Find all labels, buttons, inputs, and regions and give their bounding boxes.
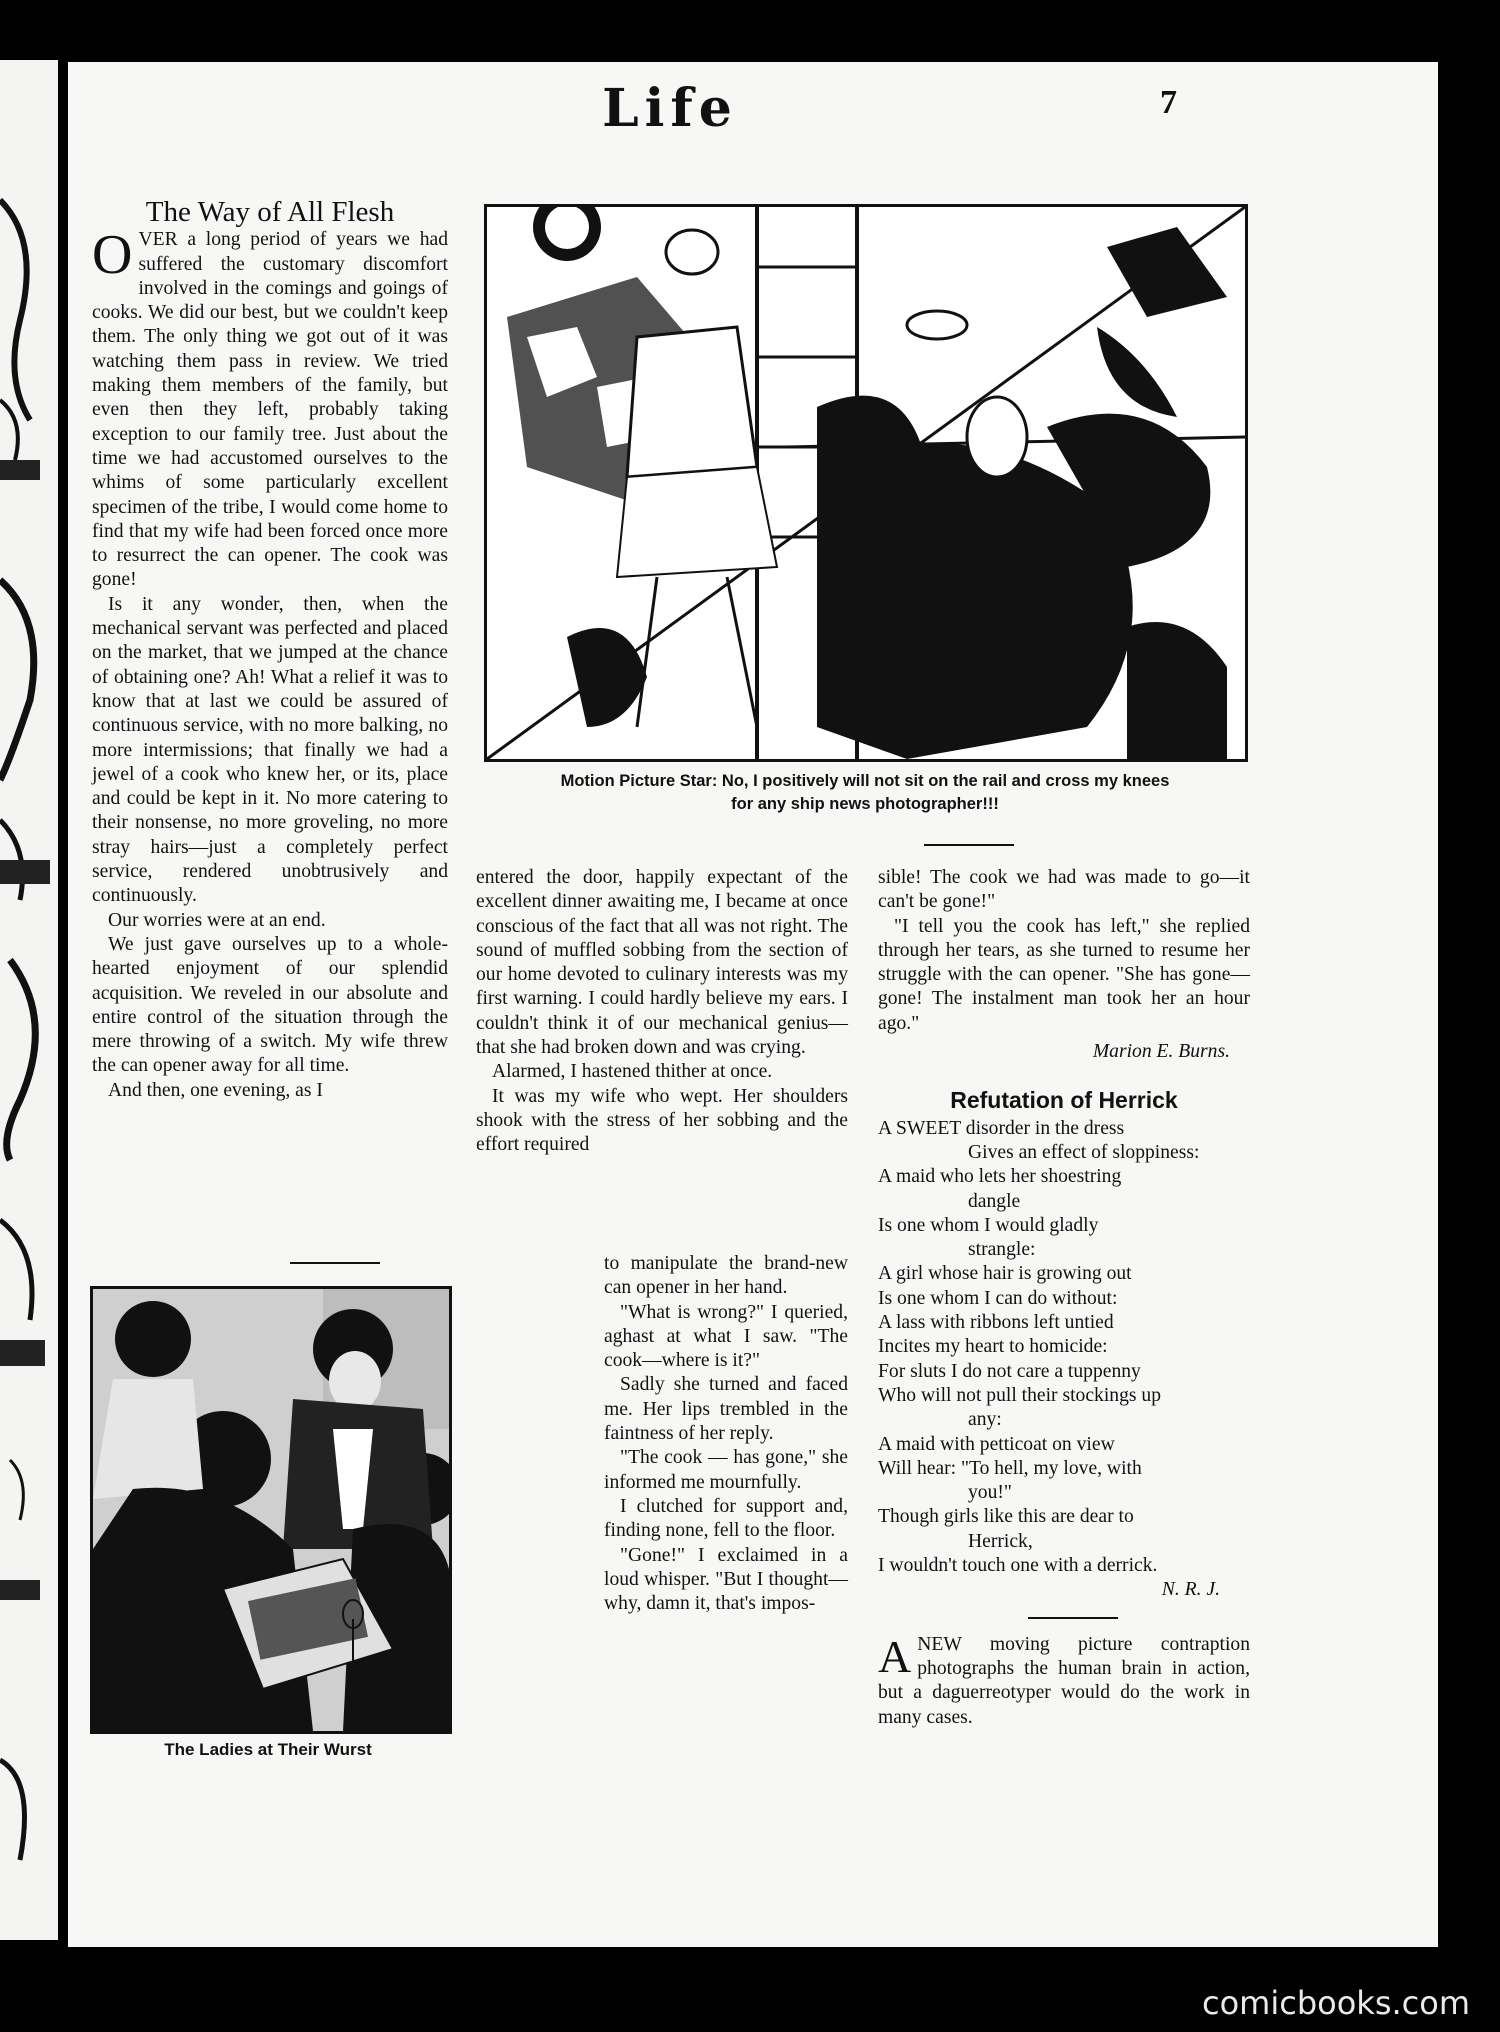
poem-line: dangle [968,1190,1021,1212]
poem-line: you!" [968,1482,1012,1504]
article-column-1 [92,196,448,1103]
article-paragraph: OVER a long period of years we had suffered the customary discomfort involved in the comings and goings of cooks. We did our best, but we couldn't keep them. The only thing we got out of it was watching them pass in review. We tried making them members of the family, but even then they left, probably taking exception to our family tree. Just about the time we had accustomed ourselves to the whims of some particularly excellent specimen of the tribe, I would come home to find that my wife had been forced once more to resurrect the can opener. The cook was gone! [92,224,448,591]
page-number: 7 [1160,84,1177,121]
article-paragraph: sible! The cook we had was made to go—it can't be gone!" [878,867,1250,913]
article-paragraph: I clutched for support and, finding none, fell to the floor. [604,1495,848,1542]
poem-line: For sluts I do not care a tuppenny [878,1360,1141,1382]
poem-signature: N. R. J. [1161,1579,1220,1601]
article-paragraph: Our worries were at an end. [108,909,326,931]
article-paragraph: "I tell you the cook has left," she replied through her tears, as she turned to resume her struggle with the can opener. "She has gone—gone! The instalment man took her an hour ago." [878,915,1250,1034]
article-column-2 [476,866,848,1158]
article-paragraph: entered the door, happily expectant of the excellent dinner awaiting me, I became at once conscious of the fact that all was not right. The sound of muffled sobbing from the section of our home devoted to culinary interests was my first warning. I could hardly believe my ears. I couldn't think it of our mechanical genius—that she had broken down and was crying. [476,867,848,1059]
poem-line: Who will not pull their stockings up [878,1384,1161,1406]
column-divider [924,844,1014,846]
site-watermark: comicbooks.com [1201,1984,1470,2022]
poem-line: Though girls like this are dear to [878,1506,1134,1528]
section-divider [1028,1617,1118,1619]
column-divider [290,1262,380,1264]
cartoon-caption: The Ladies at Their Wurst [164,1740,372,1759]
poem-line: Will hear: "To hell, my love, with [878,1457,1142,1479]
article-column-3 [878,866,1250,1730]
poem-line: A maid who lets her shoestring [878,1166,1122,1188]
masthead-title: Life [602,78,738,139]
poem-line: A SWEET disorder in the dress [878,1117,1125,1139]
poem-line: Is one whom I would gladly [878,1214,1099,1236]
filler-paragraph: ANEW moving picture contraption photographs the human brain in action, but a daguerreotyper would do the work in many cases. [878,1630,1250,1728]
article-signature: Marion E. Burns. [1092,1041,1230,1063]
cartoon-motion-picture-star [484,204,1248,762]
poem-line: Gives an effect of sloppiness: [968,1141,1200,1163]
poem-line: A maid with petticoat on view [878,1433,1115,1455]
poem-line: any: [968,1409,1002,1431]
ship-deck-illustration [487,207,1245,759]
article-paragraph: Is it any wonder, then, when the mechanical servant was perfected and placed on the market, that we jumped at the chance of obtaining one? Ah! What a relief it was to know that at last we could be assured of continuous service, with no more balking, no more intermissions; that finally we had a jewel of a cook who knew her, or its, place and could be kept in it. No more catering to their nonsense, no more groveling, no more stray hairs—just a completely perfect service, rendered unobtrusively and continuously. [92,593,448,907]
article-paragraph: It was my wife who wept. Her shoulders shook with the stress of her sobbing and the effort required [476,1085,848,1156]
poem-line: A lass with ribbons left untied [878,1312,1114,1334]
article-paragraph: to manipulate the brand-new can opener in her hand. [604,1253,848,1299]
cartoon-ladies-at-their-wurst [90,1286,452,1734]
poem-line: A girl whose hair is growing out [878,1263,1132,1285]
poem-line: I wouldn't touch one with a derrick. [878,1555,1158,1577]
dinner-table-illustration [93,1289,449,1731]
article-paragraph: Sadly she turned and faced me. Her lips trembled in the faintness of her reply. [604,1374,848,1445]
facing-page-edge [0,60,58,1940]
article-title: The Way of All Flesh [145,196,395,228]
facing-page-illustration [0,60,58,1940]
poem-line: Is one whom I can do without: [878,1287,1118,1309]
poem-title: Refutation of Herrick [950,1087,1178,1114]
article-paragraph: "Gone!" I exclaimed in a loud whisper. "But I thought—why, damn it, that's impos- [604,1544,848,1615]
cartoon-caption: Motion Picture Star: No, I positively will not sit on the rail and cross my knees for any ship news photographer!!! [560,772,1170,813]
poem-line: Incites my heart to homicide: [878,1336,1108,1358]
poem-line: Herrick, [968,1530,1033,1552]
article-paragraph: Alarmed, I hastened thither at once. [492,1061,773,1083]
article-paragraph: "What is wrong?" I queried, aghast at what I saw. "The cook—where is it?" [604,1301,848,1372]
drop-cap: O [92,224,133,287]
article-paragraph: We just gave ourselves up to a whole-hearted enjoyment of our splendid acquisition. We reveled in our absolute and entire control of the situation through the mere throwing of a switch. My wife threw the can opener away for all time. [92,933,448,1077]
article-paragraph: "The cook — has gone," she informed me mournfully. [604,1447,848,1493]
drop-cap: A [878,1630,912,1682]
article-paragraph: And then, one evening, as I [108,1079,323,1101]
article-column-2b [604,1252,848,1616]
poem-line: strangle: [968,1239,1036,1261]
poem-body [878,1117,1250,1579]
